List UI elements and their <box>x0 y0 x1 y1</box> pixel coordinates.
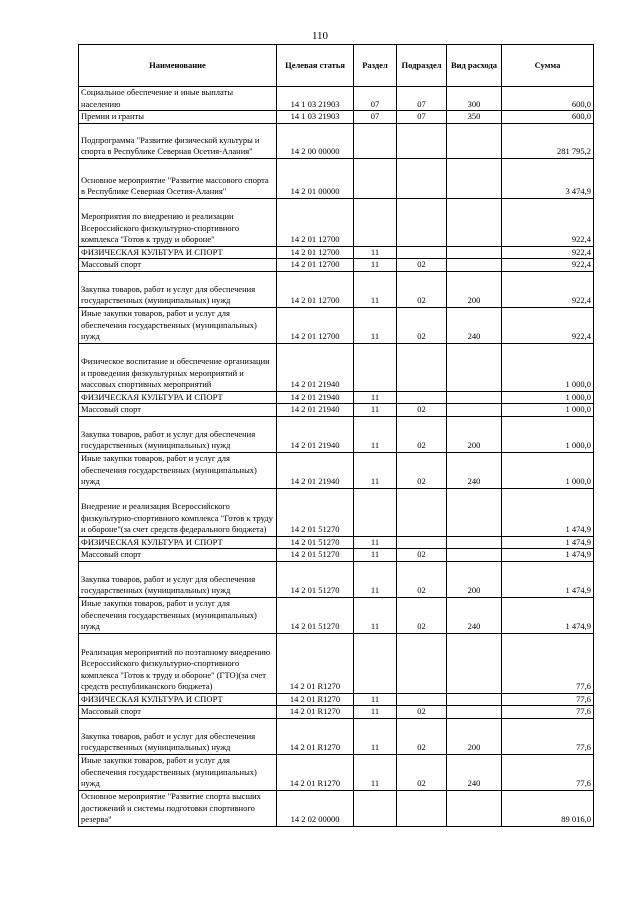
row-code-cell: 14 2 01 R1270 <box>277 754 354 790</box>
row-subsection-cell <box>397 343 447 391</box>
row-section-cell: 11 <box>354 416 397 452</box>
row-code-cell: 14 2 01 21940 <box>277 416 354 452</box>
row-name-cell: Подпрограмма "Развитие физической культуры и спорта в Республике Северная Осетия-Алания" <box>79 123 277 158</box>
table-row <box>79 536 594 549</box>
row-subsection-cell <box>397 158 447 198</box>
row-sum-cell: 922,4 <box>502 259 594 272</box>
row-code-cell: 14 2 00 00000 <box>277 123 354 158</box>
row-section-cell: 07 <box>354 111 397 124</box>
row-name-cell: Иные закупки товаров, работ и услуг для обеспечения государственных (муниципальных) нужд <box>79 597 277 633</box>
row-sum-cell: 922,4 <box>502 271 594 307</box>
row-code-cell: 14 2 01 00000 <box>277 158 354 198</box>
table-row <box>79 561 594 597</box>
row-section-cell: 11 <box>354 718 397 754</box>
row-name-cell: ФИЗИЧЕСКАЯ КУЛЬТУРА И СПОРТ <box>79 693 277 706</box>
row-section-cell: 11 <box>354 271 397 307</box>
row-section-cell: 11 <box>354 549 397 562</box>
row-sum-cell: 1 474,9 <box>502 549 594 562</box>
row-section-cell <box>354 790 397 826</box>
table-row <box>79 246 594 259</box>
row-subsection-cell <box>397 536 447 549</box>
row-subsection-cell <box>397 391 447 404</box>
row-code-cell: 14 2 01 12700 <box>277 307 354 343</box>
row-code-cell: 14 2 01 21940 <box>277 343 354 391</box>
table-row <box>79 416 594 452</box>
row-sum-cell: 77,6 <box>502 633 594 693</box>
row-name-cell: Основное мероприятие "Развитие спорта высших достижений и системы подготовки спортивного резерва" <box>79 790 277 826</box>
row-section-cell: 11 <box>354 536 397 549</box>
table-row <box>79 271 594 307</box>
row-section-cell <box>354 123 397 158</box>
row-type-cell <box>447 158 502 198</box>
row-type-cell <box>447 488 502 536</box>
row-subsection-cell: 02 <box>397 452 447 488</box>
page-number: 110 <box>311 30 329 42</box>
row-code-cell: 14 2 01 51270 <box>277 561 354 597</box>
row-code-cell: 14 1 03 21903 <box>277 87 354 111</box>
row-section-cell: 07 <box>354 87 397 111</box>
row-type-cell: 200 <box>447 561 502 597</box>
row-subsection-cell: 02 <box>397 271 447 307</box>
row-name-cell: Закупка товаров, работ и услуг для обеспечения государственных (муниципальных) нужд <box>79 271 277 307</box>
row-sum-cell: 281 795,2 <box>502 123 594 158</box>
row-section-cell: 11 <box>354 452 397 488</box>
row-type-cell <box>447 391 502 404</box>
row-code-cell: 14 2 01 R1270 <box>277 633 354 693</box>
row-section-cell: 11 <box>354 706 397 719</box>
row-subsection-cell <box>397 633 447 693</box>
row-section-cell <box>354 488 397 536</box>
row-type-cell <box>447 259 502 272</box>
row-code-cell: 14 2 01 21940 <box>277 404 354 417</box>
row-name-cell: Социальное обеспечение и иные выплаты населению <box>79 87 277 111</box>
row-name-cell: Массовый спорт <box>79 549 277 562</box>
table-row <box>79 549 594 562</box>
row-subsection-cell: 02 <box>397 404 447 417</box>
row-type-cell: 240 <box>447 452 502 488</box>
table-row <box>79 307 594 343</box>
row-sum-cell: 1 000,0 <box>502 343 594 391</box>
row-subsection-cell <box>397 488 447 536</box>
row-subsection-cell <box>397 693 447 706</box>
row-subsection-cell: 02 <box>397 718 447 754</box>
row-name-cell: Мероприятия по внедрению и реализации Всероссийского физкультурно-спортивного комплекса "Готов к труду и обороне" <box>79 198 277 246</box>
row-subsection-cell <box>397 198 447 246</box>
row-type-cell <box>447 198 502 246</box>
row-name-cell: Реализация мероприятий по поэтапному внедрению Всероссийского физкультурно-спортивного комплекса "Готов к труду и обороне" (ГТО)(за счет средств республиканского бюджета) <box>79 633 277 693</box>
table-row <box>79 391 594 404</box>
header-section: Раздел <box>354 45 397 87</box>
row-code-cell: 14 2 01 12700 <box>277 246 354 259</box>
row-type-cell: 300 <box>447 87 502 111</box>
row-sum-cell: 600,0 <box>502 111 594 124</box>
row-code-cell: 14 2 01 51270 <box>277 597 354 633</box>
table-row <box>79 597 594 633</box>
row-name-cell: Закупка товаров, работ и услуг для обеспечения государственных (муниципальных) нужд <box>79 718 277 754</box>
table-row <box>79 706 594 719</box>
table-row <box>79 404 594 417</box>
row-subsection-cell: 02 <box>397 259 447 272</box>
table-row <box>79 693 594 706</box>
row-subsection-cell: 02 <box>397 549 447 562</box>
table-row <box>79 488 594 536</box>
row-sum-cell: 1 474,9 <box>502 536 594 549</box>
row-section-cell <box>354 198 397 246</box>
row-type-cell: 350 <box>447 111 502 124</box>
header-name: Наименование <box>79 45 277 87</box>
row-subsection-cell <box>397 123 447 158</box>
table-row <box>79 123 594 158</box>
row-name-cell: Закупка товаров, работ и услуг для обеспечения государственных (муниципальных) нужд <box>79 561 277 597</box>
table-row <box>79 158 594 198</box>
row-type-cell <box>447 536 502 549</box>
row-name-cell: Массовый спорт <box>79 706 277 719</box>
row-section-cell <box>354 633 397 693</box>
budget-table <box>78 44 594 827</box>
table-row <box>79 452 594 488</box>
row-sum-cell: 89 016,0 <box>502 790 594 826</box>
table-row <box>79 198 594 246</box>
row-code-cell: 14 2 01 12700 <box>277 198 354 246</box>
table-row <box>79 790 594 826</box>
row-sum-cell: 77,6 <box>502 706 594 719</box>
row-type-cell <box>447 123 502 158</box>
row-type-cell <box>447 790 502 826</box>
row-subsection-cell <box>397 790 447 826</box>
table-row <box>79 754 594 790</box>
row-subsection-cell: 02 <box>397 706 447 719</box>
row-sum-cell: 922,4 <box>502 246 594 259</box>
row-section-cell: 11 <box>354 754 397 790</box>
row-sum-cell: 1 000,0 <box>502 391 594 404</box>
row-sum-cell: 77,6 <box>502 693 594 706</box>
row-code-cell: 14 2 02 00000 <box>277 790 354 826</box>
row-code-cell: 14 2 01 12700 <box>277 259 354 272</box>
row-sum-cell: 77,6 <box>502 718 594 754</box>
row-sum-cell: 922,4 <box>502 307 594 343</box>
row-code-cell: 14 2 01 21940 <box>277 452 354 488</box>
row-subsection-cell <box>397 246 447 259</box>
header-sum: Сумма <box>502 45 594 87</box>
row-code-cell: 14 2 01 R1270 <box>277 718 354 754</box>
row-subsection-cell: 02 <box>397 416 447 452</box>
row-section-cell: 11 <box>354 307 397 343</box>
table-row <box>79 718 594 754</box>
row-type-cell: 200 <box>447 271 502 307</box>
row-name-cell: Внедрение и реализация Всероссийского физкультурно-спортивного комплекса "Готов к труду и обороне"(за счет средств федерального бюджета) <box>79 488 277 536</box>
row-code-cell: 14 2 01 R1270 <box>277 706 354 719</box>
table-row <box>79 259 594 272</box>
row-sum-cell: 1 000,0 <box>502 452 594 488</box>
row-name-cell: Иные закупки товаров, работ и услуг для обеспечения государственных (муниципальных) нужд <box>79 452 277 488</box>
row-code-cell: 14 2 01 51270 <box>277 549 354 562</box>
row-type-cell <box>447 693 502 706</box>
header-code: Целевая статья <box>277 45 354 87</box>
row-code-cell: 14 2 01 12700 <box>277 271 354 307</box>
row-type-cell: 200 <box>447 718 502 754</box>
row-sum-cell: 1 474,9 <box>502 488 594 536</box>
row-type-cell: 240 <box>447 754 502 790</box>
row-type-cell: 240 <box>447 597 502 633</box>
row-type-cell <box>447 633 502 693</box>
row-subsection-cell: 02 <box>397 754 447 790</box>
table-row <box>79 633 594 693</box>
row-subsection-cell: 02 <box>397 597 447 633</box>
row-section-cell: 11 <box>354 391 397 404</box>
row-subsection-cell: 02 <box>397 561 447 597</box>
header-subsection: Подраздел <box>397 45 447 87</box>
row-subsection-cell: 02 <box>397 307 447 343</box>
row-name-cell: Массовый спорт <box>79 259 277 272</box>
row-sum-cell: 600,0 <box>502 87 594 111</box>
row-section-cell: 11 <box>354 246 397 259</box>
row-name-cell: Основное мероприятие "Развитие массового спорта в Республике Северная Осетия-Алания" <box>79 158 277 198</box>
row-type-cell: 240 <box>447 307 502 343</box>
row-section-cell: 11 <box>354 404 397 417</box>
row-name-cell: ФИЗИЧЕСКАЯ КУЛЬТУРА И СПОРТ <box>79 536 277 549</box>
table-row <box>79 343 594 391</box>
row-type-cell <box>447 404 502 417</box>
row-sum-cell: 922,4 <box>502 198 594 246</box>
row-type-cell <box>447 246 502 259</box>
row-type-cell <box>447 549 502 562</box>
table-row <box>79 111 594 124</box>
row-type-cell <box>447 343 502 391</box>
row-sum-cell: 1 474,9 <box>502 597 594 633</box>
row-section-cell: 11 <box>354 259 397 272</box>
row-section-cell: 11 <box>354 561 397 597</box>
row-code-cell: 14 2 01 51270 <box>277 536 354 549</box>
row-section-cell <box>354 158 397 198</box>
row-name-cell: Иные закупки товаров, работ и услуг для обеспечения государственных (муниципальных) нужд <box>79 307 277 343</box>
row-sum-cell: 3 474,9 <box>502 158 594 198</box>
row-sum-cell: 1 000,0 <box>502 404 594 417</box>
row-name-cell: Массовый спорт <box>79 404 277 417</box>
table-header-row <box>79 45 594 87</box>
table-body <box>79 87 594 827</box>
row-sum-cell: 77,6 <box>502 754 594 790</box>
row-name-cell: Физическое воспитание и обеспечение организации и проведения физкультурных мероприятий и массовых спортивных мероприятий <box>79 343 277 391</box>
row-subsection-cell: 07 <box>397 87 447 111</box>
row-section-cell: 11 <box>354 693 397 706</box>
row-code-cell: 14 1 03 21903 <box>277 111 354 124</box>
row-sum-cell: 1 474,9 <box>502 561 594 597</box>
row-code-cell: 14 2 01 51270 <box>277 488 354 536</box>
row-name-cell: ФИЗИЧЕСКАЯ КУЛЬТУРА И СПОРТ <box>79 246 277 259</box>
table-row <box>79 87 594 111</box>
row-code-cell: 14 2 01 R1270 <box>277 693 354 706</box>
header-type: Вид расхода <box>447 45 502 87</box>
row-type-cell: 200 <box>447 416 502 452</box>
row-subsection-cell: 07 <box>397 111 447 124</box>
row-name-cell: Премии и гранты <box>79 111 277 124</box>
row-name-cell: Иные закупки товаров, работ и услуг для обеспечения государственных (муниципальных) нужд <box>79 754 277 790</box>
row-type-cell <box>447 706 502 719</box>
row-sum-cell: 1 000,0 <box>502 416 594 452</box>
row-section-cell: 11 <box>354 597 397 633</box>
row-name-cell: Закупка товаров, работ и услуг для обеспечения государственных (муниципальных) нужд <box>79 416 277 452</box>
row-code-cell: 14 2 01 21940 <box>277 391 354 404</box>
row-section-cell <box>354 343 397 391</box>
row-name-cell: ФИЗИЧЕСКАЯ КУЛЬТУРА И СПОРТ <box>79 391 277 404</box>
